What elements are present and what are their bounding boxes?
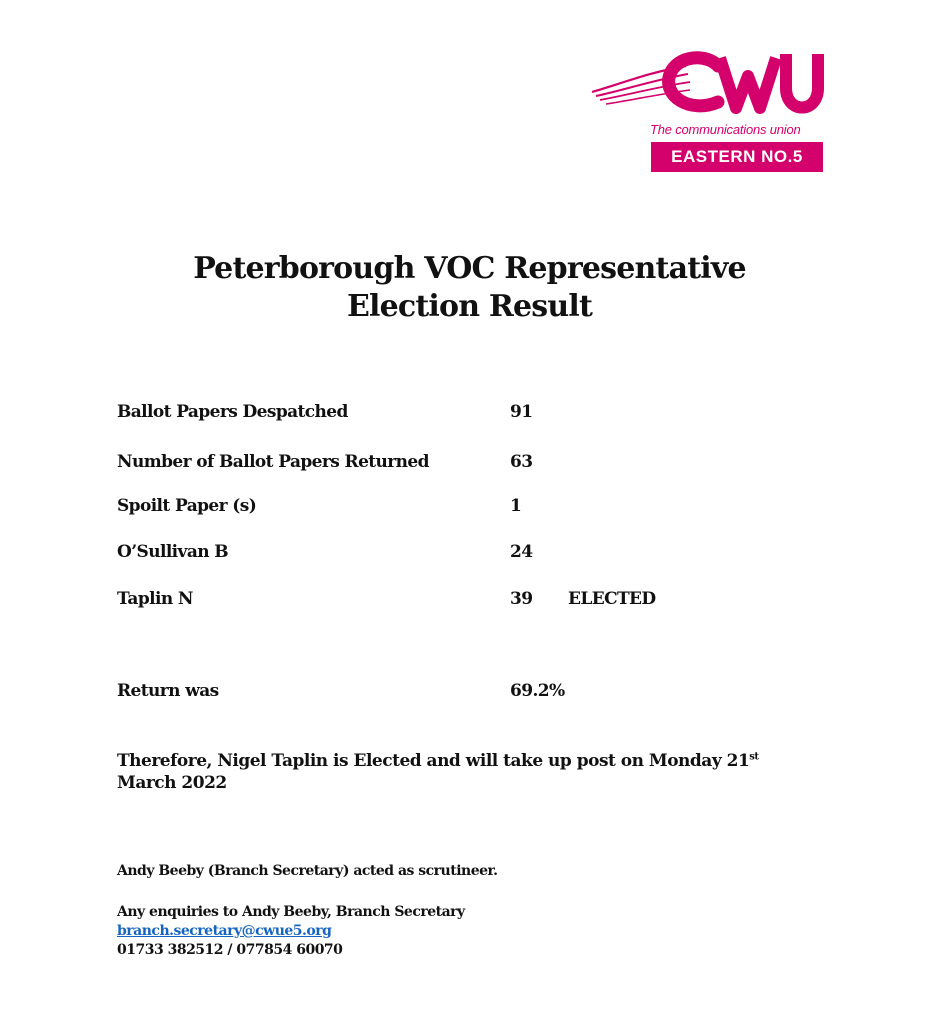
result-value: 1 bbox=[510, 496, 522, 516]
email-link[interactable]: branch.secretary@cwue5.org bbox=[117, 923, 332, 939]
statement-text-end: March 2022 bbox=[117, 773, 227, 793]
result-row bbox=[117, 587, 817, 611]
result-row bbox=[117, 400, 817, 424]
contact-block bbox=[117, 903, 465, 960]
statement-text: Therefore, Nigel Taplin is Elected and will take up post on Monday 21 bbox=[117, 751, 750, 771]
page-title bbox=[0, 250, 939, 326]
statement-ordinal: st bbox=[749, 751, 759, 763]
enquiries-text: Any enquiries to Andy Beeby, Branch Secretary bbox=[117, 904, 465, 920]
result-row bbox=[117, 450, 817, 474]
result-label: Taplin N bbox=[117, 589, 193, 609]
return-value: 69.2% bbox=[510, 681, 565, 701]
result-row bbox=[117, 540, 817, 564]
cwu-logo bbox=[590, 44, 826, 176]
election-statement bbox=[117, 750, 832, 794]
result-label: Ballot Papers Despatched bbox=[117, 402, 348, 422]
return-label: Return was bbox=[117, 681, 219, 701]
logo-tagline: The communications union bbox=[650, 122, 801, 137]
title-line-1: Peterborough VOC Representative bbox=[193, 251, 746, 286]
cwu-logo-mark bbox=[590, 44, 826, 124]
result-value: 91 bbox=[510, 402, 533, 422]
result-label: Number of Ballot Papers Returned bbox=[117, 452, 429, 472]
logo-badge: EASTERN NO.5 bbox=[651, 142, 823, 172]
phone-number: 01733 382512 / 077854 60070 bbox=[117, 942, 343, 958]
elected-tag: ELECTED bbox=[568, 589, 656, 609]
scrutineer-note: Andy Beeby (Branch Secretary) acted as scrutineer. bbox=[117, 863, 498, 879]
result-value: 63 bbox=[510, 452, 533, 472]
result-value: 39 bbox=[510, 589, 533, 609]
result-label: Spoilt Paper (s) bbox=[117, 496, 257, 516]
return-row bbox=[117, 679, 817, 703]
title-line-2: Election Result bbox=[346, 289, 593, 324]
result-value: 24 bbox=[510, 542, 533, 562]
result-label: O’Sullivan B bbox=[117, 542, 229, 562]
result-row bbox=[117, 494, 817, 518]
